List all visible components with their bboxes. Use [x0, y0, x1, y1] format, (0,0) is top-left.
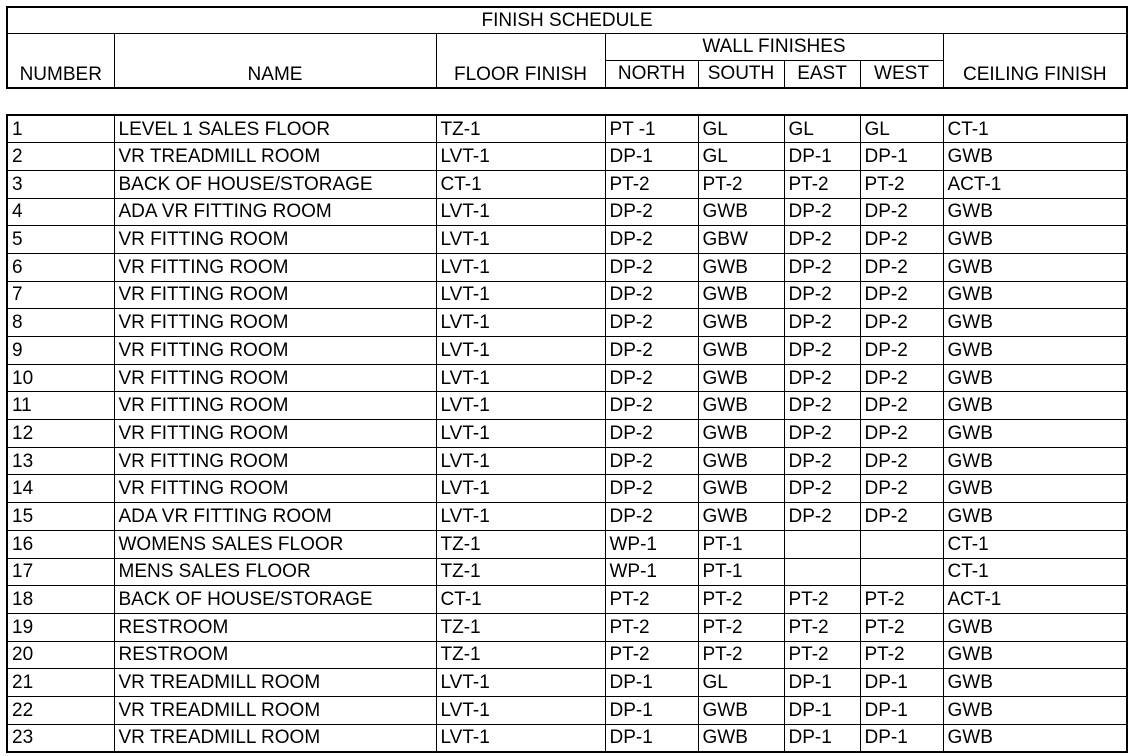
cell-name: VR FITTING ROOM: [114, 364, 436, 392]
cell-ceiling: CT-1: [943, 530, 1127, 558]
cell-name: ADA VR FITTING ROOM: [114, 198, 436, 226]
cell-east: DP-1: [784, 143, 860, 171]
cell-ceiling: GWB: [943, 143, 1127, 171]
col-header-ceiling-finish: CEILING FINISH: [943, 33, 1127, 88]
cell-floor: LVT-1: [436, 281, 605, 309]
cell-north: DP-2: [605, 364, 698, 392]
cell-east: PT-2: [784, 170, 860, 198]
cell-ceiling: GWB: [943, 281, 1127, 309]
cell-west: PT-2: [860, 586, 943, 614]
cell-east: DP-2: [784, 392, 860, 420]
cell-number: 5: [7, 226, 114, 254]
cell-name: BACK OF HOUSE/STORAGE: [114, 170, 436, 198]
cell-floor: LVT-1: [436, 724, 605, 752]
cell-south: GWB: [698, 253, 784, 281]
cell-north: PT-2: [605, 170, 698, 198]
cell-number: 21: [7, 669, 114, 697]
cell-west: [860, 530, 943, 558]
table-row: [7, 392, 1127, 420]
cell-east: PT-2: [784, 586, 860, 614]
cell-south: GWB: [698, 447, 784, 475]
cell-east: DP-2: [784, 503, 860, 531]
cell-number: 23: [7, 724, 114, 752]
cell-west: DP-2: [860, 198, 943, 226]
col-header-south: SOUTH: [698, 60, 784, 88]
cell-west: DP-1: [860, 669, 943, 697]
table-row: [7, 447, 1127, 475]
table-row: [7, 530, 1127, 558]
cell-floor: LVT-1: [436, 669, 605, 697]
cell-north: DP-1: [605, 696, 698, 724]
cell-name: RESTROOM: [114, 641, 436, 669]
cell-north: PT -1: [605, 115, 698, 143]
cell-name: VR TREADMILL ROOM: [114, 669, 436, 697]
cell-south: GWB: [698, 475, 784, 503]
schedule-title: FINISH SCHEDULE: [7, 7, 1127, 33]
cell-ceiling: GWB: [943, 447, 1127, 475]
cell-south: GWB: [698, 724, 784, 752]
col-header-west: WEST: [860, 60, 943, 88]
cell-name: ADA VR FITTING ROOM: [114, 503, 436, 531]
cell-floor: TZ-1: [436, 530, 605, 558]
cell-north: PT-2: [605, 613, 698, 641]
cell-ceiling: GWB: [943, 641, 1127, 669]
table-row: [7, 170, 1127, 198]
col-header-north: NORTH: [605, 60, 698, 88]
cell-south: GL: [698, 115, 784, 143]
cell-ceiling: GWB: [943, 309, 1127, 337]
cell-north: DP-1: [605, 669, 698, 697]
cell-name: VR FITTING ROOM: [114, 253, 436, 281]
cell-floor: LVT-1: [436, 226, 605, 254]
cell-south: PT-2: [698, 613, 784, 641]
cell-name: VR FITTING ROOM: [114, 226, 436, 254]
cell-ceiling: GWB: [943, 669, 1127, 697]
cell-ceiling: GWB: [943, 503, 1127, 531]
table-row: [7, 420, 1127, 448]
cell-name: VR TREADMILL ROOM: [114, 724, 436, 752]
cell-floor: LVT-1: [436, 392, 605, 420]
cell-floor: LVT-1: [436, 309, 605, 337]
table-row: [7, 281, 1127, 309]
cell-floor: LVT-1: [436, 696, 605, 724]
cell-north: DP-2: [605, 226, 698, 254]
cell-south: GWB: [698, 392, 784, 420]
schedule-header: [6, 6, 1128, 89]
table-row: [7, 586, 1127, 614]
cell-floor: LVT-1: [436, 253, 605, 281]
cell-ceiling: GWB: [943, 226, 1127, 254]
cell-east: PT-2: [784, 641, 860, 669]
cell-ceiling: GWB: [943, 364, 1127, 392]
cell-ceiling: GWB: [943, 724, 1127, 752]
cell-west: DP-2: [860, 420, 943, 448]
cell-number: 17: [7, 558, 114, 586]
cell-west: DP-2: [860, 392, 943, 420]
cell-name: WOMENS SALES FLOOR: [114, 530, 436, 558]
cell-floor: CT-1: [436, 586, 605, 614]
cell-north: DP-2: [605, 447, 698, 475]
col-header-number: NUMBER: [7, 33, 114, 88]
cell-ceiling: GWB: [943, 420, 1127, 448]
cell-ceiling: CT-1: [943, 115, 1127, 143]
cell-east: DP-1: [784, 669, 860, 697]
cell-ceiling: GWB: [943, 613, 1127, 641]
cell-west: DP-2: [860, 309, 943, 337]
cell-floor: LVT-1: [436, 198, 605, 226]
table-row: [7, 503, 1127, 531]
cell-name: VR TREADMILL ROOM: [114, 696, 436, 724]
cell-south: GWB: [698, 696, 784, 724]
cell-ceiling: CT-1: [943, 558, 1127, 586]
cell-number: 10: [7, 364, 114, 392]
table-row: [7, 198, 1127, 226]
cell-name: VR FITTING ROOM: [114, 337, 436, 365]
cell-west: PT-2: [860, 613, 943, 641]
cell-number: 22: [7, 696, 114, 724]
cell-floor: LVT-1: [436, 337, 605, 365]
cell-ceiling: GWB: [943, 392, 1127, 420]
cell-number: 18: [7, 586, 114, 614]
cell-floor: LVT-1: [436, 364, 605, 392]
table-row: [7, 226, 1127, 254]
cell-number: 15: [7, 503, 114, 531]
table-row: [7, 558, 1127, 586]
cell-name: VR TREADMILL ROOM: [114, 143, 436, 171]
cell-east: [784, 530, 860, 558]
cell-number: 4: [7, 198, 114, 226]
cell-floor: LVT-1: [436, 503, 605, 531]
cell-west: DP-2: [860, 447, 943, 475]
cell-south: GWB: [698, 198, 784, 226]
cell-east: DP-1: [784, 724, 860, 752]
cell-number: 11: [7, 392, 114, 420]
cell-east: DP-2: [784, 447, 860, 475]
table-row: [7, 115, 1127, 143]
cell-west: DP-2: [860, 253, 943, 281]
cell-west: DP-1: [860, 143, 943, 171]
cell-name: VR FITTING ROOM: [114, 447, 436, 475]
cell-name: BACK OF HOUSE/STORAGE: [114, 586, 436, 614]
cell-north: WP-1: [605, 558, 698, 586]
cell-ceiling: GWB: [943, 337, 1127, 365]
table-row: [7, 613, 1127, 641]
cell-south: GWB: [698, 337, 784, 365]
cell-south: GL: [698, 143, 784, 171]
cell-south: PT-1: [698, 558, 784, 586]
cell-north: PT-2: [605, 586, 698, 614]
cell-south: GWB: [698, 364, 784, 392]
cell-name: VR FITTING ROOM: [114, 392, 436, 420]
cell-east: DP-2: [784, 420, 860, 448]
cell-floor: TZ-1: [436, 115, 605, 143]
schedule-body: [6, 114, 1128, 753]
cell-south: PT-2: [698, 586, 784, 614]
cell-floor: LVT-1: [436, 475, 605, 503]
table-row: [7, 337, 1127, 365]
cell-ceiling: ACT-1: [943, 586, 1127, 614]
col-header-east: EAST: [784, 60, 860, 88]
cell-south: GWB: [698, 281, 784, 309]
cell-east: DP-2: [784, 198, 860, 226]
cell-name: LEVEL 1 SALES FLOOR: [114, 115, 436, 143]
cell-north: DP-2: [605, 309, 698, 337]
cell-north: DP-2: [605, 503, 698, 531]
cell-ceiling: ACT-1: [943, 170, 1127, 198]
cell-south: PT-2: [698, 170, 784, 198]
cell-north: DP-2: [605, 475, 698, 503]
table-row: [7, 641, 1127, 669]
cell-number: 19: [7, 613, 114, 641]
cell-floor: TZ-1: [436, 641, 605, 669]
cell-ceiling: GWB: [943, 198, 1127, 226]
cell-floor: LVT-1: [436, 143, 605, 171]
cell-south: GWB: [698, 503, 784, 531]
cell-number: 2: [7, 143, 114, 171]
cell-floor: LVT-1: [436, 447, 605, 475]
cell-number: 12: [7, 420, 114, 448]
cell-west: PT-2: [860, 170, 943, 198]
cell-east: GL: [784, 115, 860, 143]
cell-east: DP-2: [784, 253, 860, 281]
cell-floor: CT-1: [436, 170, 605, 198]
cell-name: RESTROOM: [114, 613, 436, 641]
cell-east: [784, 558, 860, 586]
cell-ceiling: GWB: [943, 696, 1127, 724]
cell-west: DP-2: [860, 337, 943, 365]
cell-name: VR FITTING ROOM: [114, 475, 436, 503]
table-row: [7, 364, 1127, 392]
cell-name: VR FITTING ROOM: [114, 309, 436, 337]
table-row: [7, 143, 1127, 171]
cell-west: DP-2: [860, 503, 943, 531]
cell-floor: TZ-1: [436, 558, 605, 586]
cell-number: 7: [7, 281, 114, 309]
table-row: [7, 309, 1127, 337]
col-group-wall-finishes: WALL FINISHES: [605, 33, 943, 60]
cell-west: DP-2: [860, 364, 943, 392]
cell-number: 13: [7, 447, 114, 475]
cell-north: DP-1: [605, 724, 698, 752]
cell-north: WP-1: [605, 530, 698, 558]
cell-east: DP-2: [784, 475, 860, 503]
cell-west: DP-2: [860, 281, 943, 309]
table-row: [7, 669, 1127, 697]
cell-north: DP-2: [605, 392, 698, 420]
cell-south: GBW: [698, 226, 784, 254]
cell-number: 20: [7, 641, 114, 669]
cell-east: DP-2: [784, 281, 860, 309]
cell-north: DP-2: [605, 281, 698, 309]
cell-number: 3: [7, 170, 114, 198]
cell-south: GWB: [698, 420, 784, 448]
cell-east: DP-2: [784, 364, 860, 392]
cell-number: 9: [7, 337, 114, 365]
table-row: [7, 724, 1127, 752]
cell-east: DP-2: [784, 309, 860, 337]
cell-floor: TZ-1: [436, 613, 605, 641]
cell-west: GL: [860, 115, 943, 143]
cell-east: DP-2: [784, 337, 860, 365]
cell-floor: LVT-1: [436, 420, 605, 448]
cell-number: 6: [7, 253, 114, 281]
cell-east: DP-2: [784, 226, 860, 254]
table-row: [7, 696, 1127, 724]
cell-name: VR FITTING ROOM: [114, 281, 436, 309]
cell-north: DP-2: [605, 198, 698, 226]
cell-number: 16: [7, 530, 114, 558]
cell-north: DP-1: [605, 143, 698, 171]
cell-ceiling: GWB: [943, 475, 1127, 503]
cell-west: PT-2: [860, 641, 943, 669]
cell-west: [860, 558, 943, 586]
cell-west: DP-2: [860, 475, 943, 503]
cell-north: DP-2: [605, 420, 698, 448]
cell-name: MENS SALES FLOOR: [114, 558, 436, 586]
cell-south: PT-2: [698, 641, 784, 669]
col-header-floor-finish: FLOOR FINISH: [436, 33, 605, 88]
table-row: [7, 253, 1127, 281]
cell-north: DP-2: [605, 337, 698, 365]
col-header-name: NAME: [114, 33, 436, 88]
cell-east: DP-1: [784, 696, 860, 724]
cell-name: VR FITTING ROOM: [114, 420, 436, 448]
cell-south: GL: [698, 669, 784, 697]
cell-number: 8: [7, 309, 114, 337]
table-row: [7, 475, 1127, 503]
cell-west: DP-1: [860, 696, 943, 724]
cell-ceiling: GWB: [943, 253, 1127, 281]
cell-number: 14: [7, 475, 114, 503]
cell-south: GWB: [698, 309, 784, 337]
cell-south: PT-1: [698, 530, 784, 558]
cell-number: 1: [7, 115, 114, 143]
cell-west: DP-1: [860, 724, 943, 752]
cell-north: PT-2: [605, 641, 698, 669]
cell-north: DP-2: [605, 253, 698, 281]
cell-west: DP-2: [860, 226, 943, 254]
cell-east: PT-2: [784, 613, 860, 641]
